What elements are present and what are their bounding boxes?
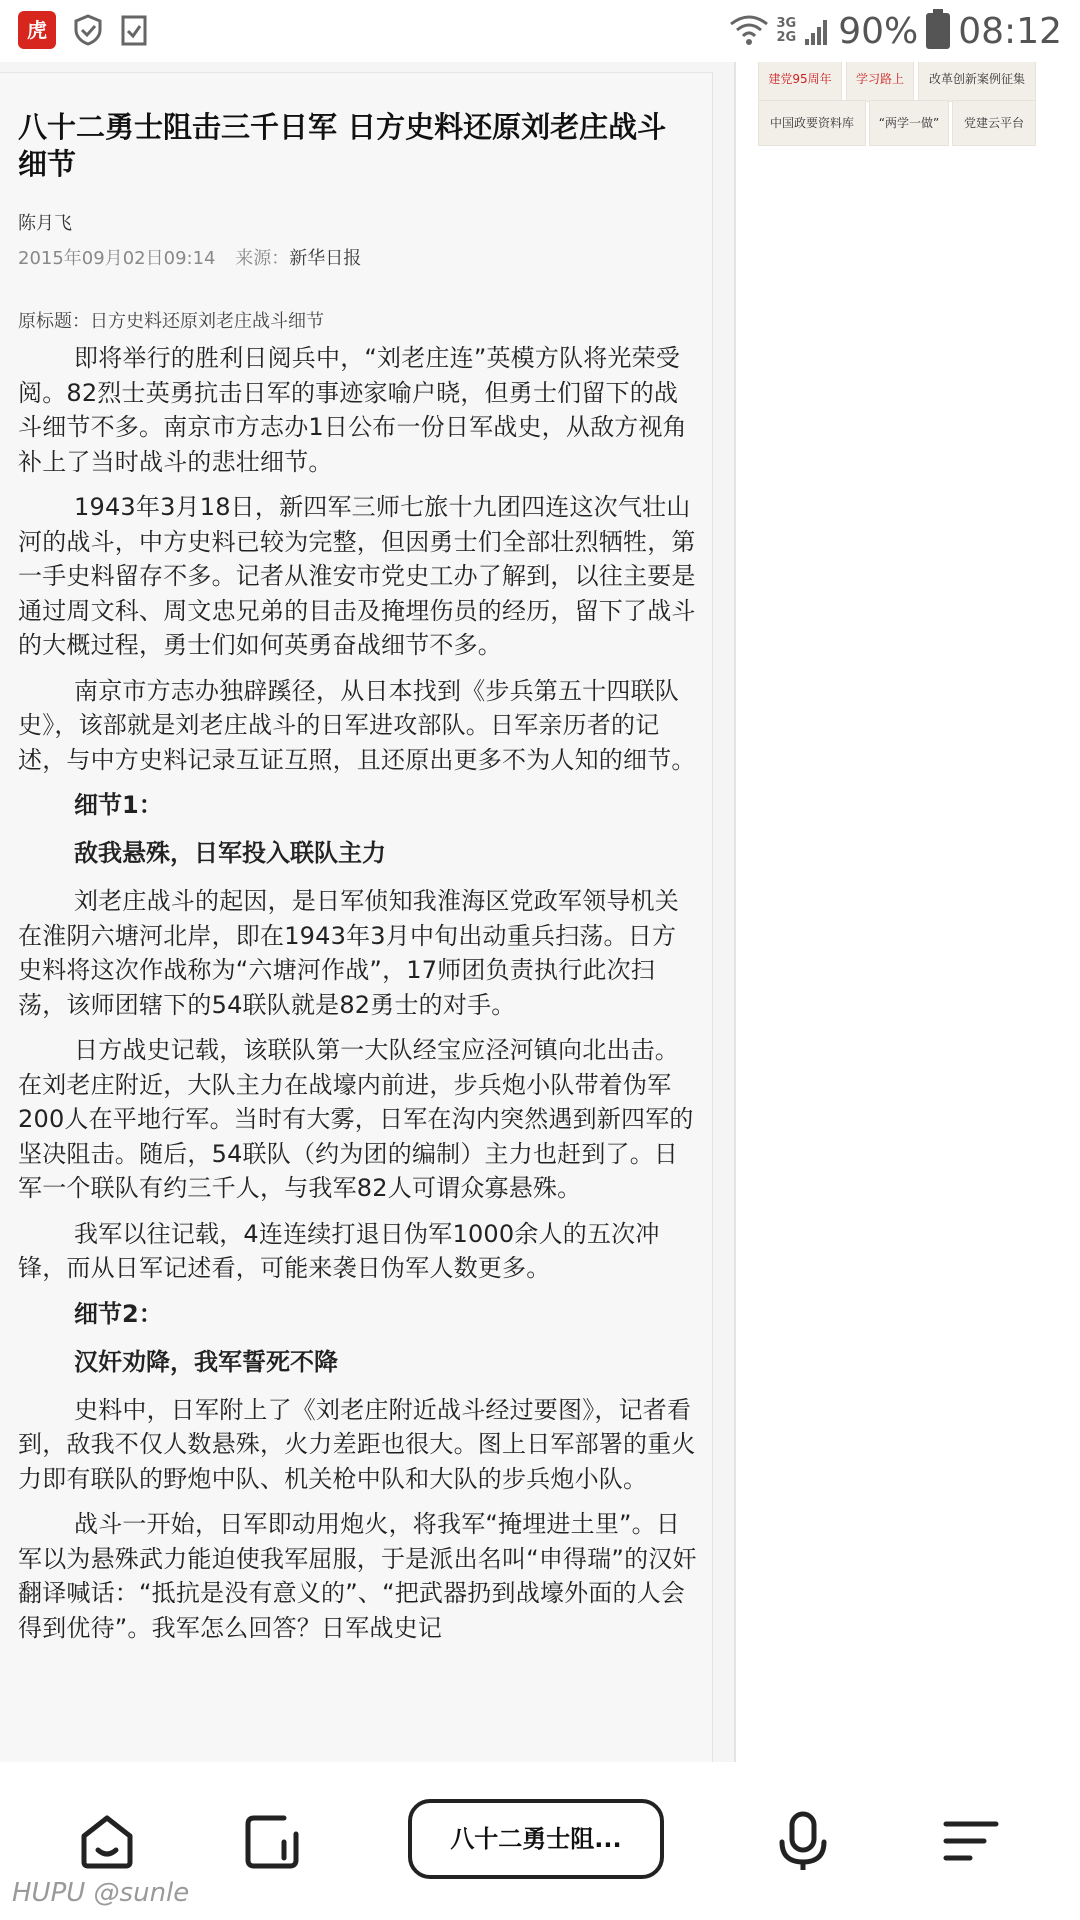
tabs-icon[interactable] — [240, 1808, 306, 1874]
article-title: 八十二勇士阻击三千日军 日方史料还原刘老庄战斗细节 — [18, 110, 667, 181]
battery-icon — [926, 13, 950, 49]
article-meta — [18, 244, 361, 270]
tag-party-cloud[interactable]: 党建云平台 — [952, 100, 1036, 146]
tag-reform-cases[interactable]: 改革创新案例征集 — [918, 62, 1036, 102]
article-paragraph: 1943年3月18日，新四军三师七旅十九团四连这次气壮山河的战斗，中方史料已较为完整，但因勇士们全部壮烈牺牲，第一手史料留存不多。记者从淮安市党史工办了解到，以往主要是通过周文科、周文忠兄弟的目击及掩埋伤员的经历，留下了战斗的大概过程，勇士们如何英勇奋战细节不多。 — [18, 493, 696, 659]
sidebar — [736, 62, 1080, 1762]
article-paragraph: 日方战史记载，该联队第一大队经宝应泾河镇向北出击。在刘老庄附近，大队主力在战壕内前进，步兵炮小队带着伪军200人在平地行军。当时有大雾，日军在沟内突然遇到新四军的坚决阻击。随后，54联队（约为团的编制）主力也赶到了。日军一个联队有约三千人，与我军82人可谓众寡悬殊。 — [18, 1036, 694, 1202]
tag-two-studies[interactable]: “两学一做” — [869, 100, 949, 146]
status-right — [729, 8, 1062, 54]
article-author: 陈月飞 — [18, 213, 72, 234]
hupu-app-icon: 虎 — [18, 11, 56, 49]
article-body — [18, 341, 698, 1656]
status-bar — [0, 0, 1080, 62]
section-heading: 汉奸劝降，我军誓死不降 — [74, 1347, 338, 1376]
watermark: HUPU @sunle — [12, 1878, 190, 1908]
section-heading: 敌我悬殊，日军投入联队主力 — [74, 839, 386, 867]
tag-politicians-db[interactable]: 中国政要资料库 — [758, 100, 866, 146]
signal-icon — [804, 15, 830, 47]
article-paragraph: 我军以往记载，4连连续打退日伪军1000余人的五次冲锋，而从日军记述看，可能来袭日伪军人数更多。 — [18, 1219, 660, 1282]
section-heading: 细节2： — [74, 1299, 163, 1328]
tag-study-road[interactable]: 学习路上 — [846, 62, 914, 102]
article-source[interactable]: 新华日报 — [289, 248, 362, 269]
current-tab-button[interactable]: 八十二勇士阻... — [408, 1799, 664, 1879]
wifi-icon — [729, 14, 769, 48]
article-paragraph: 史料中，日军附上了《刘老庄附近战斗经过要图》，记者看到，敌我不仅人数悬殊，火力差距也很大。图上日军部署的重火力即有联队的野炮中队、机关枪中队和大队的步兵炮小队。 — [18, 1395, 696, 1493]
source-label: 来源： — [235, 248, 290, 269]
article-paragraph: 战斗一开始，日军即动用炮火，将我军“掩埋进土里”。日军以为悬殊武力能迫使我军屈服，于是派出名叫“申得瑞”的汉奸翻译喊话：“抵抗是没有意义的”、“把武器扔到战壕外面的人会得到优待”。我军怎么回答？日军战史记 — [18, 1510, 697, 1642]
article-paragraph: 刘老庄战斗的起因，是日军侦知我淮海区党政军领导机关在淮阴六塘河北岸，即在1943年3月中旬出动重兵扫荡。日方史料将这次作战称为“六塘河作战”，17师团负责执行此次扫荡，该师团辖下的54联队就是82勇士的对手。 — [18, 887, 679, 1019]
original-title: 原标题：日方史料还原刘老庄战斗细节 — [18, 311, 324, 332]
tag-party-95[interactable]: 建党95周年 — [758, 62, 842, 102]
article-paragraph: 南京市方志办独辟蹊径，从日本找到《步兵第五十四联队史》，该部就是刘老庄战斗的日军进攻部队。日军亲历者的记述，与中方史料记录互证互照，且还原出更多不为人知的细节。 — [18, 676, 696, 774]
web-page[interactable] — [0, 62, 1080, 1762]
menu-icon[interactable] — [938, 1808, 1004, 1874]
clipboard-check-icon — [116, 12, 152, 48]
microphone-icon[interactable] — [770, 1808, 836, 1874]
article-datetime: 2015年09月02日09:14 — [18, 248, 216, 269]
battery-percent: 90% — [838, 10, 919, 52]
article-paragraph: 即将举行的胜利日阅兵中，“刘老庄连”英模方队将光荣受阅。82烈士英勇抗击日军的事迹家喻户晓，但勇士们留下的战斗细节不多。南京市方志办1日公布一份日军战史，从敌方视角补上了当时战斗的悲壮细节。 — [18, 344, 687, 476]
article-panel — [0, 72, 713, 1762]
clock: 08:12 — [958, 10, 1062, 52]
home-icon[interactable] — [74, 1808, 140, 1874]
shield-check-icon — [70, 12, 106, 48]
section-heading: 细节1： — [74, 791, 163, 819]
network-type: 3G 2G — [776, 16, 797, 45]
